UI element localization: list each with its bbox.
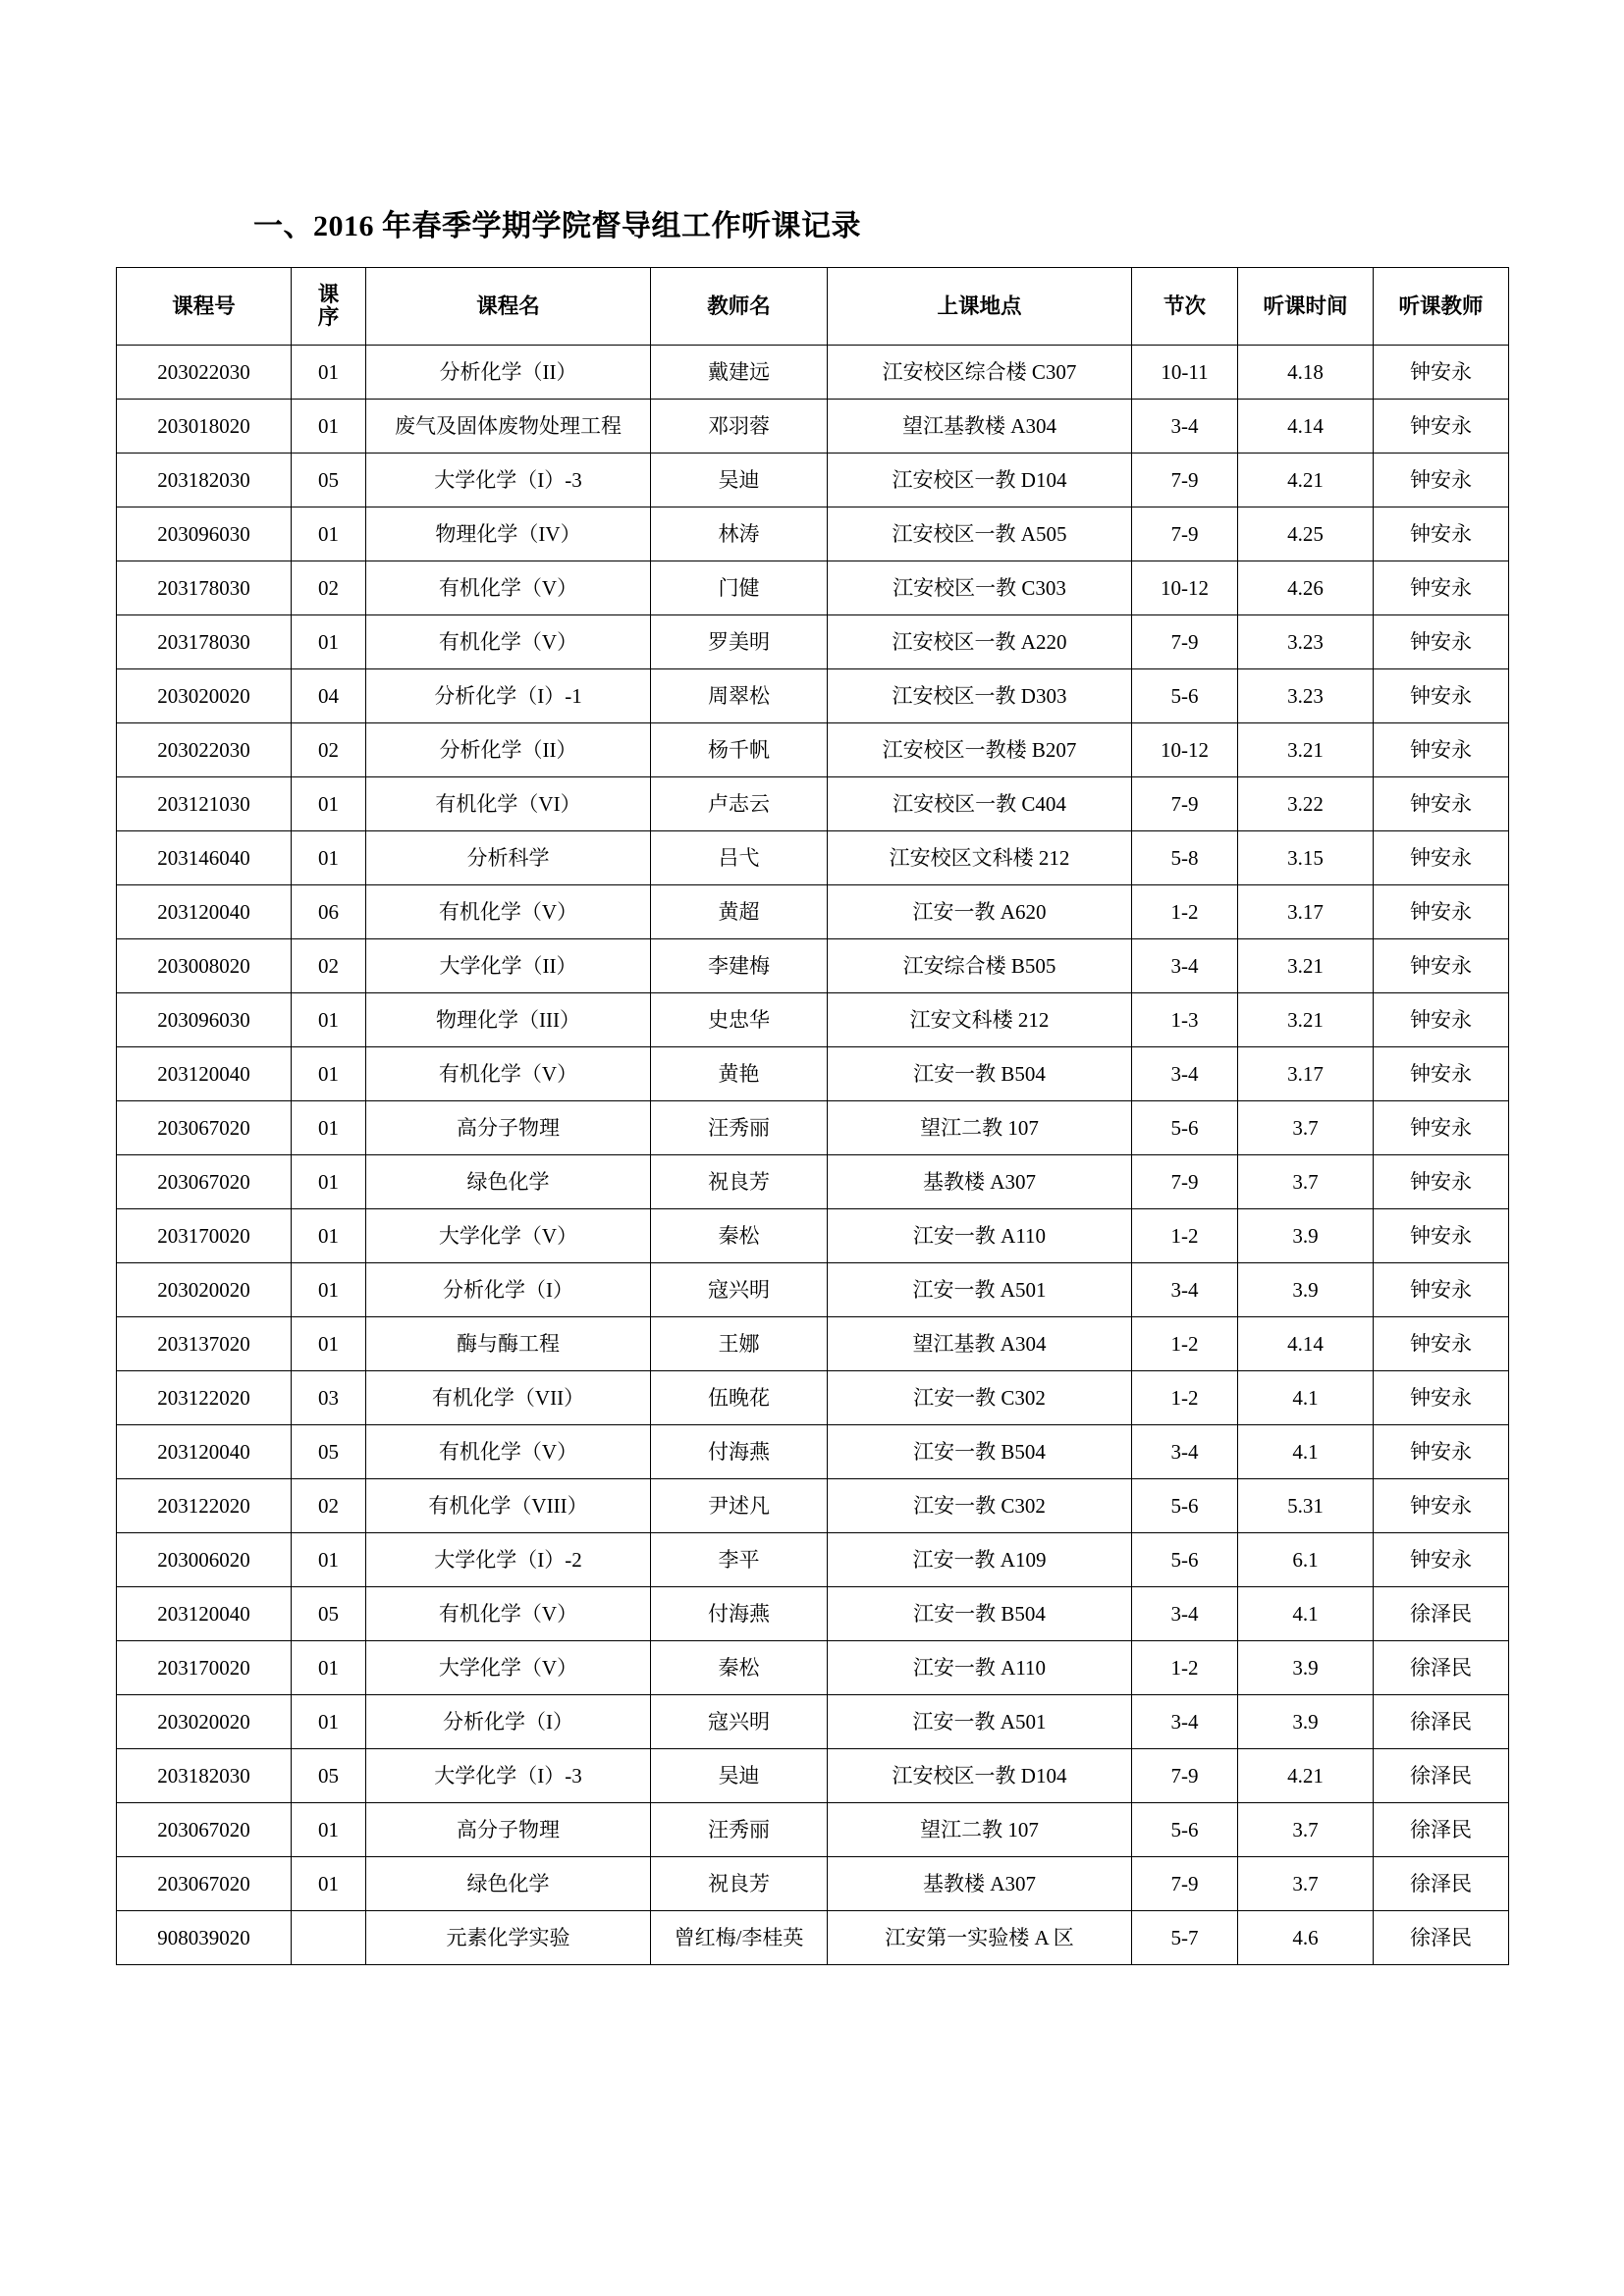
cell-observer: 钟安永	[1374, 1533, 1509, 1587]
cell-date: 5.31	[1238, 1479, 1374, 1533]
table-row	[117, 615, 1509, 669]
cell-location: 江安校区一教 C404	[828, 777, 1132, 831]
column-header-teacher-name: 教师名	[651, 268, 828, 346]
cell-course-name: 有机化学（V）	[366, 615, 651, 669]
cell-course-name: 物理化学（III）	[366, 993, 651, 1047]
cell-course-name: 绿色化学	[366, 1155, 651, 1209]
cell-course-name: 有机化学（VII）	[366, 1371, 651, 1425]
cell-course-code: 203178030	[117, 561, 292, 615]
cell-course-code: 203178030	[117, 615, 292, 669]
table-row	[117, 1857, 1509, 1911]
cell-course-seq: 01	[292, 1155, 366, 1209]
cell-period: 1-3	[1132, 993, 1238, 1047]
cell-date: 3.7	[1238, 1857, 1374, 1911]
cell-location: 江安一教 A109	[828, 1533, 1132, 1587]
cell-course-seq: 02	[292, 561, 366, 615]
cell-period: 10-12	[1132, 561, 1238, 615]
cell-course-seq: 05	[292, 1749, 366, 1803]
cell-observer: 钟安永	[1374, 1209, 1509, 1263]
cell-location: 江安校区一教楼 B207	[828, 723, 1132, 777]
table-header-row	[117, 268, 1509, 346]
cell-observer: 徐泽民	[1374, 1749, 1509, 1803]
cell-period: 5-6	[1132, 1533, 1238, 1587]
cell-date: 3.7	[1238, 1155, 1374, 1209]
cell-period: 7-9	[1132, 1857, 1238, 1911]
cell-teacher-name: 尹述凡	[651, 1479, 828, 1533]
cell-teacher-name: 王娜	[651, 1317, 828, 1371]
cell-date: 3.7	[1238, 1803, 1374, 1857]
cell-observer: 徐泽民	[1374, 1911, 1509, 1965]
cell-course-name: 有机化学（V）	[366, 885, 651, 939]
cell-date: 4.14	[1238, 1317, 1374, 1371]
cell-location: 江安一教 A110	[828, 1641, 1132, 1695]
cell-course-name: 有机化学（V）	[366, 1425, 651, 1479]
cell-observer: 钟安永	[1374, 561, 1509, 615]
cell-course-seq: 01	[292, 1047, 366, 1101]
cell-teacher-name: 黄艳	[651, 1047, 828, 1101]
cell-course-seq: 05	[292, 1425, 366, 1479]
cell-course-code: 203120040	[117, 1047, 292, 1101]
cell-course-name: 分析化学（I）	[366, 1695, 651, 1749]
column-header-course-seq-line2: 序	[317, 305, 340, 329]
cell-date: 4.1	[1238, 1587, 1374, 1641]
cell-observer: 徐泽民	[1374, 1857, 1509, 1911]
cell-course-seq: 01	[292, 1101, 366, 1155]
cell-course-seq: 02	[292, 1479, 366, 1533]
table-row	[117, 1263, 1509, 1317]
cell-course-seq: 06	[292, 885, 366, 939]
table-row	[117, 1209, 1509, 1263]
cell-period: 3-4	[1132, 1047, 1238, 1101]
cell-course-name: 有机化学（VIII）	[366, 1479, 651, 1533]
cell-course-code: 203020020	[117, 669, 292, 723]
cell-course-code: 203170020	[117, 1209, 292, 1263]
table-row	[117, 400, 1509, 454]
cell-teacher-name: 罗美明	[651, 615, 828, 669]
cell-course-code: 203020020	[117, 1263, 292, 1317]
cell-course-code: 203018020	[117, 400, 292, 454]
cell-course-seq: 03	[292, 1371, 366, 1425]
cell-course-seq: 01	[292, 1209, 366, 1263]
table-row	[117, 1803, 1509, 1857]
cell-period: 1-2	[1132, 1641, 1238, 1695]
cell-course-name: 有机化学（VI）	[366, 777, 651, 831]
cell-course-seq: 01	[292, 993, 366, 1047]
cell-observer: 钟安永	[1374, 1317, 1509, 1371]
cell-location: 江安一教 C302	[828, 1479, 1132, 1533]
cell-teacher-name: 吴迪	[651, 1749, 828, 1803]
cell-period: 1-2	[1132, 1317, 1238, 1371]
cell-observer: 钟安永	[1374, 723, 1509, 777]
cell-observer: 钟安永	[1374, 1047, 1509, 1101]
cell-course-name: 元素化学实验	[366, 1911, 651, 1965]
cell-location: 江安一教 B504	[828, 1587, 1132, 1641]
cell-teacher-name: 祝良芳	[651, 1857, 828, 1911]
cell-course-seq: 01	[292, 1803, 366, 1857]
table-row	[117, 1155, 1509, 1209]
cell-course-code: 203137020	[117, 1317, 292, 1371]
cell-observer: 徐泽民	[1374, 1695, 1509, 1749]
cell-date: 4.1	[1238, 1425, 1374, 1479]
cell-course-seq: 01	[292, 615, 366, 669]
cell-course-name: 废气及固体废物处理工程	[366, 400, 651, 454]
cell-observer: 钟安永	[1374, 454, 1509, 507]
cell-period: 5-8	[1132, 831, 1238, 885]
cell-teacher-name: 祝良芳	[651, 1155, 828, 1209]
cell-course-seq: 02	[292, 723, 366, 777]
cell-observer: 钟安永	[1374, 1425, 1509, 1479]
column-header-observer: 听课教师	[1374, 268, 1509, 346]
cell-period: 10-11	[1132, 346, 1238, 400]
cell-date: 4.18	[1238, 346, 1374, 400]
cell-course-seq: 02	[292, 939, 366, 993]
cell-location: 江安第一实验楼 A 区	[828, 1911, 1132, 1965]
cell-observer: 钟安永	[1374, 993, 1509, 1047]
cell-period: 7-9	[1132, 777, 1238, 831]
cell-course-code: 203067020	[117, 1803, 292, 1857]
cell-course-code: 203122020	[117, 1371, 292, 1425]
cell-course-seq: 01	[292, 346, 366, 400]
cell-course-code: 203006020	[117, 1533, 292, 1587]
cell-teacher-name: 卢志云	[651, 777, 828, 831]
cell-date: 4.21	[1238, 454, 1374, 507]
column-header-period: 节次	[1132, 268, 1238, 346]
cell-course-code: 203120040	[117, 1587, 292, 1641]
table-row	[117, 1911, 1509, 1965]
table-row	[117, 561, 1509, 615]
cell-course-code: 203067020	[117, 1101, 292, 1155]
cell-course-code: 203120040	[117, 885, 292, 939]
column-header-course-seq	[292, 268, 366, 346]
cell-observer: 钟安永	[1374, 1479, 1509, 1533]
cell-course-name: 有机化学（V）	[366, 1587, 651, 1641]
cell-course-name: 大学化学（V）	[366, 1641, 651, 1695]
table-row	[117, 454, 1509, 507]
cell-course-name: 分析化学（II）	[366, 346, 651, 400]
cell-course-name: 分析化学（I）-1	[366, 669, 651, 723]
table-row	[117, 1533, 1509, 1587]
cell-course-name: 大学化学（I）-3	[366, 454, 651, 507]
cell-course-seq	[292, 1911, 366, 1965]
cell-course-name: 绿色化学	[366, 1857, 651, 1911]
cell-course-name: 大学化学（II）	[366, 939, 651, 993]
cell-period: 3-4	[1132, 939, 1238, 993]
cell-teacher-name: 秦松	[651, 1209, 828, 1263]
cell-course-seq: 01	[292, 1533, 366, 1587]
cell-period: 3-4	[1132, 1263, 1238, 1317]
cell-teacher-name: 杨千帆	[651, 723, 828, 777]
cell-period: 7-9	[1132, 615, 1238, 669]
cell-course-name: 高分子物理	[366, 1101, 651, 1155]
cell-observer: 钟安永	[1374, 885, 1509, 939]
cell-teacher-name: 伍晚花	[651, 1371, 828, 1425]
cell-teacher-name: 吴迪	[651, 454, 828, 507]
cell-period: 1-2	[1132, 1209, 1238, 1263]
cell-teacher-name: 秦松	[651, 1641, 828, 1695]
cell-teacher-name: 寇兴明	[651, 1695, 828, 1749]
cell-date: 4.6	[1238, 1911, 1374, 1965]
cell-course-name: 有机化学（V）	[366, 561, 651, 615]
table-body	[117, 346, 1509, 1965]
page-title: 一、2016 年春季学期学院督导组工作听课记录	[253, 210, 861, 242]
cell-teacher-name: 汪秀丽	[651, 1101, 828, 1155]
table-row	[117, 1749, 1509, 1803]
cell-course-name: 大学化学（I）-3	[366, 1749, 651, 1803]
cell-observer: 钟安永	[1374, 777, 1509, 831]
cell-course-code: 203182030	[117, 454, 292, 507]
cell-teacher-name: 门健	[651, 561, 828, 615]
cell-observer: 钟安永	[1374, 400, 1509, 454]
cell-course-code: 203067020	[117, 1857, 292, 1911]
cell-observer: 钟安永	[1374, 1155, 1509, 1209]
cell-location: 江安一教 B504	[828, 1047, 1132, 1101]
cell-date: 3.23	[1238, 669, 1374, 723]
table-row	[117, 831, 1509, 885]
cell-teacher-name: 付海燕	[651, 1425, 828, 1479]
cell-date: 3.21	[1238, 993, 1374, 1047]
cell-date: 3.21	[1238, 939, 1374, 993]
cell-location: 江安文科楼 212	[828, 993, 1132, 1047]
cell-location: 基教楼 A307	[828, 1857, 1132, 1911]
cell-date: 6.1	[1238, 1533, 1374, 1587]
cell-date: 4.26	[1238, 561, 1374, 615]
cell-period: 5-7	[1132, 1911, 1238, 1965]
cell-date: 3.17	[1238, 885, 1374, 939]
table-row	[117, 1641, 1509, 1695]
table-row	[117, 993, 1509, 1047]
cell-course-seq: 05	[292, 454, 366, 507]
cell-course-code: 203170020	[117, 1641, 292, 1695]
cell-course-code: 203022030	[117, 723, 292, 777]
cell-period: 10-12	[1132, 723, 1238, 777]
cell-date: 3.9	[1238, 1209, 1374, 1263]
cell-course-name: 物理化学（IV）	[366, 507, 651, 561]
cell-course-seq: 01	[292, 831, 366, 885]
cell-date: 3.17	[1238, 1047, 1374, 1101]
cell-observer: 钟安永	[1374, 939, 1509, 993]
table-row	[117, 507, 1509, 561]
cell-location: 江安一教 B504	[828, 1425, 1132, 1479]
cell-period: 3-4	[1132, 1587, 1238, 1641]
cell-course-code: 908039020	[117, 1911, 292, 1965]
cell-date: 3.15	[1238, 831, 1374, 885]
cell-observer: 徐泽民	[1374, 1803, 1509, 1857]
column-header-location: 上课地点	[828, 268, 1132, 346]
cell-course-name: 分析化学（I）	[366, 1263, 651, 1317]
cell-location: 望江二教 107	[828, 1803, 1132, 1857]
cell-date: 3.21	[1238, 723, 1374, 777]
cell-course-code: 203008020	[117, 939, 292, 993]
cell-observer: 钟安永	[1374, 1371, 1509, 1425]
column-header-course-seq-line1: 课	[317, 283, 340, 307]
cell-period: 3-4	[1132, 400, 1238, 454]
cell-teacher-name: 寇兴明	[651, 1263, 828, 1317]
cell-course-name: 分析科学	[366, 831, 651, 885]
cell-observer: 钟安永	[1374, 1263, 1509, 1317]
cell-date: 3.9	[1238, 1263, 1374, 1317]
cell-course-code: 203121030	[117, 777, 292, 831]
cell-date: 3.7	[1238, 1101, 1374, 1155]
listening-record-table	[116, 267, 1509, 1965]
cell-date: 4.14	[1238, 400, 1374, 454]
cell-observer: 钟安永	[1374, 831, 1509, 885]
cell-location: 基教楼 A307	[828, 1155, 1132, 1209]
cell-course-name: 高分子物理	[366, 1803, 651, 1857]
cell-course-code: 203020020	[117, 1695, 292, 1749]
cell-period: 7-9	[1132, 507, 1238, 561]
cell-location: 江安校区一教 D104	[828, 454, 1132, 507]
cell-location: 江安一教 A620	[828, 885, 1132, 939]
cell-course-seq: 01	[292, 1857, 366, 1911]
cell-teacher-name: 李建梅	[651, 939, 828, 993]
cell-location: 望江二教 107	[828, 1101, 1132, 1155]
cell-location: 江安校区一教 D104	[828, 1749, 1132, 1803]
listening-record-table-container	[116, 267, 1508, 1965]
cell-teacher-name: 史忠华	[651, 993, 828, 1047]
cell-date: 3.9	[1238, 1641, 1374, 1695]
column-header-course-name: 课程名	[366, 268, 651, 346]
cell-course-code: 203120040	[117, 1425, 292, 1479]
cell-period: 7-9	[1132, 454, 1238, 507]
cell-observer: 钟安永	[1374, 346, 1509, 400]
cell-course-code: 203122020	[117, 1479, 292, 1533]
cell-date: 4.1	[1238, 1371, 1374, 1425]
cell-location: 江安校区综合楼 C307	[828, 346, 1132, 400]
cell-location: 江安校区一教 A220	[828, 615, 1132, 669]
column-header-course-code: 课程号	[117, 268, 292, 346]
table-row	[117, 1371, 1509, 1425]
cell-course-seq: 04	[292, 669, 366, 723]
cell-course-name: 大学化学（V）	[366, 1209, 651, 1263]
table-row	[117, 1047, 1509, 1101]
cell-location: 江安一教 A501	[828, 1695, 1132, 1749]
cell-date: 4.21	[1238, 1749, 1374, 1803]
cell-teacher-name: 曾红梅/李桂英	[651, 1911, 828, 1965]
cell-period: 5-6	[1132, 669, 1238, 723]
cell-location: 江安综合楼 B505	[828, 939, 1132, 993]
cell-period: 5-6	[1132, 1479, 1238, 1533]
cell-teacher-name: 林涛	[651, 507, 828, 561]
cell-location: 江安校区文科楼 212	[828, 831, 1132, 885]
cell-location: 望江基教楼 A304	[828, 400, 1132, 454]
cell-course-name: 大学化学（I）-2	[366, 1533, 651, 1587]
cell-teacher-name: 邓羽蓉	[651, 400, 828, 454]
cell-course-name: 酶与酶工程	[366, 1317, 651, 1371]
cell-observer: 徐泽民	[1374, 1587, 1509, 1641]
cell-teacher-name: 黄超	[651, 885, 828, 939]
table-row	[117, 939, 1509, 993]
table-row	[117, 777, 1509, 831]
cell-course-seq: 01	[292, 1695, 366, 1749]
table-row	[117, 1479, 1509, 1533]
cell-location: 江安校区一教 C303	[828, 561, 1132, 615]
cell-date: 3.22	[1238, 777, 1374, 831]
cell-course-code: 203067020	[117, 1155, 292, 1209]
cell-location: 江安一教 A501	[828, 1263, 1132, 1317]
table-header	[117, 268, 1509, 346]
table-row	[117, 1317, 1509, 1371]
cell-location: 江安一教 C302	[828, 1371, 1132, 1425]
cell-course-seq: 01	[292, 1263, 366, 1317]
cell-period: 7-9	[1132, 1155, 1238, 1209]
cell-observer: 钟安永	[1374, 669, 1509, 723]
cell-teacher-name: 戴建远	[651, 346, 828, 400]
cell-course-seq: 01	[292, 507, 366, 561]
cell-period: 3-4	[1132, 1425, 1238, 1479]
cell-course-seq: 01	[292, 400, 366, 454]
cell-course-code: 203146040	[117, 831, 292, 885]
cell-teacher-name: 周翠松	[651, 669, 828, 723]
cell-observer: 徐泽民	[1374, 1641, 1509, 1695]
cell-date: 4.25	[1238, 507, 1374, 561]
table-row	[117, 1101, 1509, 1155]
cell-teacher-name: 李平	[651, 1533, 828, 1587]
cell-course-name: 有机化学（V）	[366, 1047, 651, 1101]
column-header-date: 听课时间	[1238, 268, 1374, 346]
cell-location: 望江基教 A304	[828, 1317, 1132, 1371]
table-row	[117, 1695, 1509, 1749]
cell-course-seq: 01	[292, 1641, 366, 1695]
cell-period: 5-6	[1132, 1101, 1238, 1155]
cell-location: 江安校区一教 D303	[828, 669, 1132, 723]
cell-course-seq: 01	[292, 777, 366, 831]
cell-teacher-name: 付海燕	[651, 1587, 828, 1641]
cell-location: 江安校区一教 A505	[828, 507, 1132, 561]
table-row	[117, 1587, 1509, 1641]
cell-period: 5-6	[1132, 1803, 1238, 1857]
cell-course-name: 分析化学（II）	[366, 723, 651, 777]
cell-period: 1-2	[1132, 885, 1238, 939]
cell-course-code: 203182030	[117, 1749, 292, 1803]
table-row	[117, 346, 1509, 400]
cell-course-code: 203096030	[117, 993, 292, 1047]
cell-observer: 钟安永	[1374, 615, 1509, 669]
cell-course-seq: 05	[292, 1587, 366, 1641]
cell-course-seq: 01	[292, 1317, 366, 1371]
cell-period: 7-9	[1132, 1749, 1238, 1803]
cell-observer: 钟安永	[1374, 507, 1509, 561]
table-row	[117, 669, 1509, 723]
cell-observer: 钟安永	[1374, 1101, 1509, 1155]
cell-course-code: 203022030	[117, 346, 292, 400]
table-row	[117, 723, 1509, 777]
cell-teacher-name: 汪秀丽	[651, 1803, 828, 1857]
cell-course-code: 203096030	[117, 507, 292, 561]
table-row	[117, 1425, 1509, 1479]
table-row	[117, 885, 1509, 939]
cell-date: 3.23	[1238, 615, 1374, 669]
cell-period: 3-4	[1132, 1695, 1238, 1749]
cell-period: 1-2	[1132, 1371, 1238, 1425]
cell-date: 3.9	[1238, 1695, 1374, 1749]
cell-teacher-name: 吕弋	[651, 831, 828, 885]
cell-location: 江安一教 A110	[828, 1209, 1132, 1263]
